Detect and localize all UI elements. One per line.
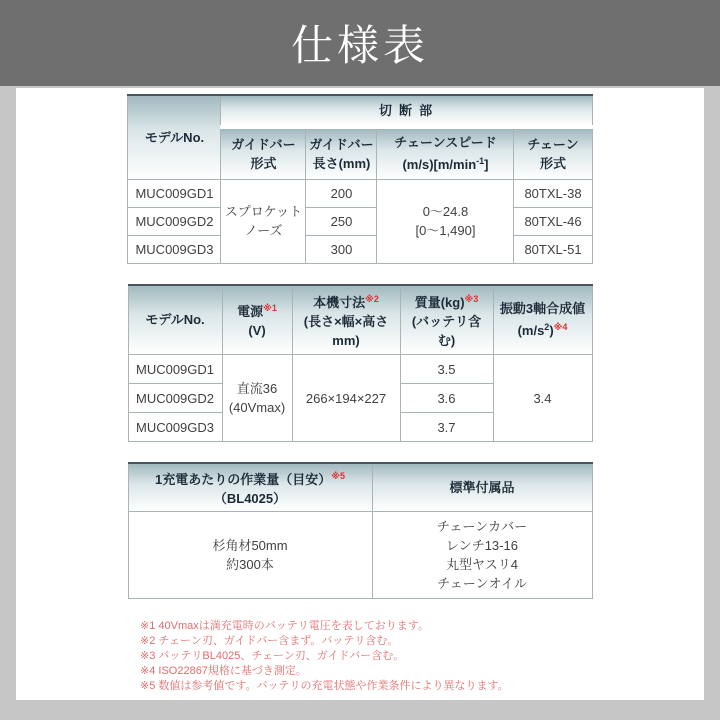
cutting-section-table bbox=[127, 94, 592, 264]
cell-bar-length-1: 200 bbox=[306, 179, 377, 207]
cell-model-2: MUC009GD2 bbox=[128, 207, 221, 235]
cell-dimensions: 266×194×227 bbox=[292, 355, 400, 442]
header-model-no: モデルNo. bbox=[128, 285, 222, 355]
cell-power: 直流36 (40Vmax) bbox=[222, 355, 292, 442]
cell-bar-length-2: 250 bbox=[306, 207, 377, 235]
footnote-4: ※4 ISO22867規格に基づき測定。 bbox=[140, 664, 307, 677]
footnote-1: ※1 40Vmaxは満充電時のバッテリ電圧を表しております。 bbox=[140, 619, 429, 632]
header-vibration: 振動3軸合成値 $(m/s^2)^{※4}$ bbox=[493, 285, 592, 355]
header-weight: 質量(kg)$^{※3}$ (バッテリ含 む) bbox=[400, 285, 493, 355]
work-accessories-table bbox=[128, 462, 593, 599]
footnote-2: ※2 チェーン刃、ガイドバー含まず。バッテリ含む。 bbox=[140, 634, 399, 647]
cell-weight-3: 3.7 bbox=[400, 413, 493, 442]
table-row bbox=[128, 95, 592, 127]
table-row bbox=[128, 207, 592, 235]
cell-model-1: MUC009GD1 bbox=[128, 179, 221, 207]
footnotes bbox=[140, 619, 704, 694]
content-panel bbox=[16, 88, 704, 700]
table-row bbox=[128, 285, 592, 355]
cell-model-1: MUC009GD1 bbox=[128, 355, 222, 384]
cell-vibration: 3.4 bbox=[493, 355, 592, 442]
cell-guide-bar-type: スプロケット ノーズ bbox=[221, 179, 306, 263]
table-row bbox=[128, 355, 592, 384]
footnote-5: ※5 数値は参考値です。バッテリの充電状態や作業条件により異なります。 bbox=[140, 679, 509, 692]
header-work-per-charge: 1充電あたりの作業量（目安）$^{※5}$ （BL4025） bbox=[128, 463, 372, 511]
footnote-3: ※3 バッテリBL4025、チェーン刃、ガイドバー含む。 bbox=[140, 649, 405, 662]
cell-weight-1: 3.5 bbox=[400, 355, 493, 384]
cell-chain-type-1: 80TXL-38 bbox=[514, 179, 592, 207]
page-title: 仕様表 bbox=[290, 22, 429, 69]
table-row bbox=[128, 179, 592, 207]
header-standard-accessories: 標準付属品 bbox=[372, 463, 592, 511]
cell-work-per-charge: 杉角材50mm 約300本 bbox=[128, 511, 372, 598]
cell-weight-2: 3.6 bbox=[400, 384, 493, 413]
table-row bbox=[128, 235, 592, 263]
cell-standard-accessories: チェーンカバー レンチ13-16 丸型ヤスリ4 チェーンオイル bbox=[372, 511, 592, 598]
header-dimensions: 本機寸法$^{※2}$ (長さ×幅×高さ mm) bbox=[292, 285, 400, 355]
table-row bbox=[128, 463, 592, 511]
header-chain-type: チェーン 形式 bbox=[514, 127, 592, 179]
table-row bbox=[128, 511, 592, 598]
header-cutting-section-group: 切断部 bbox=[221, 95, 592, 127]
header-guide-bar-type: ガイドバー 形式 bbox=[221, 127, 306, 179]
main-spec-table bbox=[128, 284, 593, 443]
cell-model-3: MUC009GD3 bbox=[128, 413, 222, 442]
cell-chain-type-2: 80TXL-46 bbox=[514, 207, 592, 235]
cell-model-3: MUC009GD3 bbox=[128, 235, 221, 263]
cell-chain-speed: 0～24.8 [0～1,490] bbox=[377, 179, 514, 263]
cell-chain-type-3: 80TXL-51 bbox=[514, 235, 592, 263]
page-header-bar bbox=[0, 0, 720, 86]
cell-bar-length-3: 300 bbox=[306, 235, 377, 263]
header-chain-speed: チェーンスピード $(m/s)[m/\min^{-1}]$ bbox=[377, 127, 514, 179]
header-model-no: モデルNo. bbox=[128, 95, 221, 179]
header-power: 電源$^{※1}$ (V) bbox=[222, 285, 292, 355]
header-guide-bar-length: ガイドバー 長さ(mm) bbox=[306, 127, 377, 179]
cell-model-2: MUC009GD2 bbox=[128, 384, 222, 413]
